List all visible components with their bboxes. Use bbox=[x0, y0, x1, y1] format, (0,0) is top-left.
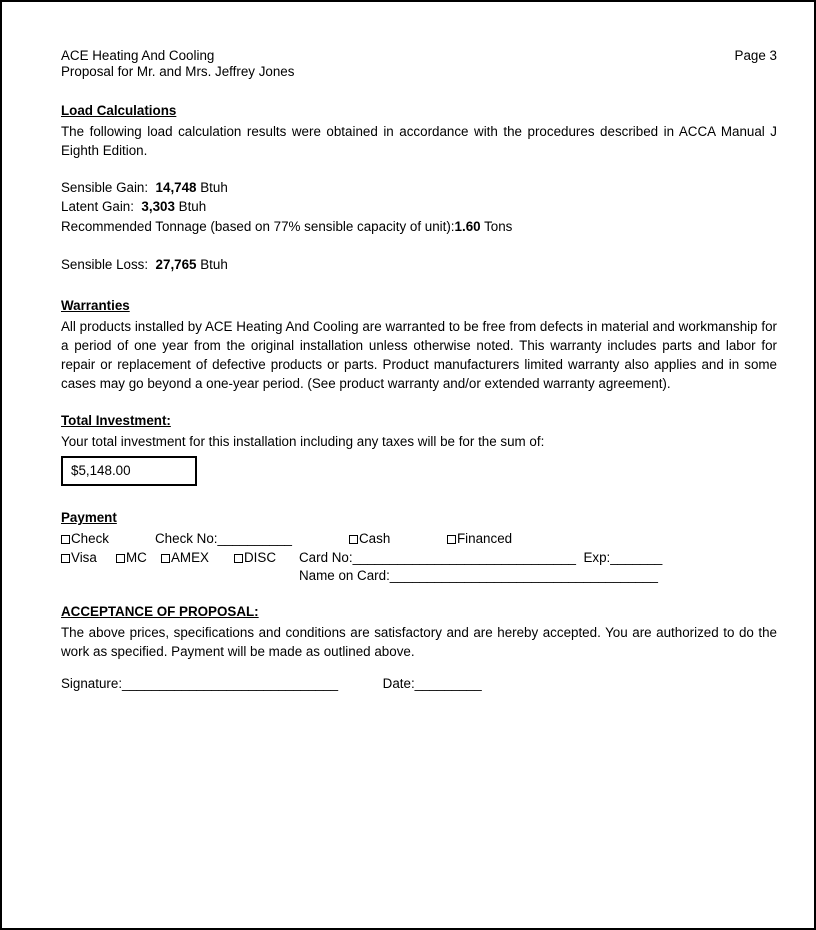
visa-option[interactable] bbox=[61, 549, 97, 568]
recommended-tonnage-unit: Tons bbox=[480, 218, 513, 234]
page-number: Page 3 bbox=[734, 48, 777, 63]
load-calculations-heading: Load Calculations bbox=[61, 103, 177, 118]
payment-heading: Payment bbox=[61, 510, 117, 526]
sensible-loss-row bbox=[61, 255, 777, 275]
load-results bbox=[61, 178, 777, 237]
latent-gain-row bbox=[61, 197, 777, 217]
check-checkbox-icon[interactable] bbox=[61, 535, 70, 544]
disc-checkbox-icon[interactable] bbox=[234, 554, 243, 563]
signature-date-line[interactable]: Signature:_____________________________ Date:_________ bbox=[61, 675, 482, 691]
sensible-loss-label: Sensible Loss: bbox=[61, 257, 156, 273]
financed-checkbox-icon[interactable] bbox=[447, 535, 456, 544]
card-no-field[interactable]: Card No:______________________________ Exp:_______ bbox=[299, 549, 663, 565]
recommended-tonnage-row bbox=[61, 217, 777, 237]
load-calculations-intro: The following load calculation results were obtained in accordance with the procedures described in ACCA Manual J Eighth Edition. bbox=[61, 124, 777, 159]
sensible-gain-row bbox=[61, 178, 777, 198]
financed-option[interactable] bbox=[447, 530, 512, 549]
company-name: ACE Heating And Cooling bbox=[61, 48, 215, 63]
visa-option-label: Visa bbox=[71, 549, 97, 565]
recommended-tonnage-value: 1.60 bbox=[454, 218, 481, 234]
sensible-gain-value: 14,748 bbox=[155, 179, 197, 195]
mc-option-label: MC bbox=[126, 549, 147, 565]
acceptance-body: The above prices, specifications and conditions are satisfactory and are hereby accepted. You are authorized to do the work as specified. Payment will be made as outlined above. bbox=[61, 625, 777, 660]
cash-option[interactable] bbox=[349, 530, 390, 549]
warranties-heading: Warranties bbox=[61, 297, 130, 313]
visa-checkbox-icon[interactable] bbox=[61, 554, 70, 563]
header-left bbox=[61, 48, 294, 79]
financed-option-label: Financed bbox=[457, 531, 513, 547]
check-option-label: Check bbox=[71, 531, 109, 547]
acceptance-heading: ACCEPTANCE OF PROPOSAL: bbox=[61, 604, 259, 620]
latent-gain-label: Latent Gain: bbox=[61, 199, 142, 215]
disc-option[interactable] bbox=[234, 549, 276, 568]
warranties-body: All products installed by ACE Heating And Cooling are warranted to be free from defects in material and workmanship for a period of one year from the original installation unless otherwise noted. This warranty includes parts and labor for repair or replacement of defective products or parts. Product manufacturers limited warranty also applies and in some cases may go beyond a one-year period. (See product warranty and/or extended warranty agreement). bbox=[61, 318, 777, 392]
amex-option-label: AMEX bbox=[171, 549, 209, 565]
proposal-for-line: Proposal for Mr. and Mrs. Jeffrey Jones bbox=[61, 63, 295, 79]
payment-options bbox=[61, 530, 777, 586]
sensible-gain-unit: Btuh bbox=[196, 179, 228, 195]
recommended-tonnage-label: Recommended Tonnage (based on 77% sensible capacity of unit): bbox=[61, 218, 455, 234]
check-option[interactable] bbox=[61, 530, 109, 549]
sensible-loss-unit: Btuh bbox=[196, 257, 228, 273]
latent-gain-value: 3,303 bbox=[141, 199, 175, 215]
payment-row-3 bbox=[61, 567, 777, 586]
sensible-loss-value: 27,765 bbox=[155, 257, 197, 273]
sensible-gain-label: Sensible Gain: bbox=[61, 179, 156, 195]
check-no-field[interactable]: Check No:__________ bbox=[155, 531, 292, 547]
mc-option[interactable] bbox=[116, 549, 147, 568]
cash-checkbox-icon[interactable] bbox=[349, 535, 358, 544]
total-investment-heading: Total Investment: bbox=[61, 412, 171, 428]
total-investment-body: Your total investment for this installation including any taxes will be for the sum of: bbox=[61, 433, 545, 449]
payment-row-2 bbox=[61, 549, 777, 568]
latent-gain-unit: Btuh bbox=[174, 199, 207, 215]
total-amount-box bbox=[61, 456, 197, 486]
amex-option[interactable] bbox=[161, 549, 209, 568]
page-content bbox=[61, 48, 777, 693]
total-amount-value: $5,148.00 bbox=[71, 463, 131, 479]
amex-checkbox-icon[interactable] bbox=[161, 554, 170, 563]
cash-option-label: Cash bbox=[359, 531, 391, 547]
name-on-card-field[interactable]: Name on Card:____________________________________ bbox=[299, 568, 658, 584]
payment-row-1 bbox=[61, 530, 777, 549]
page-header bbox=[61, 48, 777, 79]
disc-option-label: DISC bbox=[244, 549, 276, 565]
mc-checkbox-icon[interactable] bbox=[116, 554, 125, 563]
